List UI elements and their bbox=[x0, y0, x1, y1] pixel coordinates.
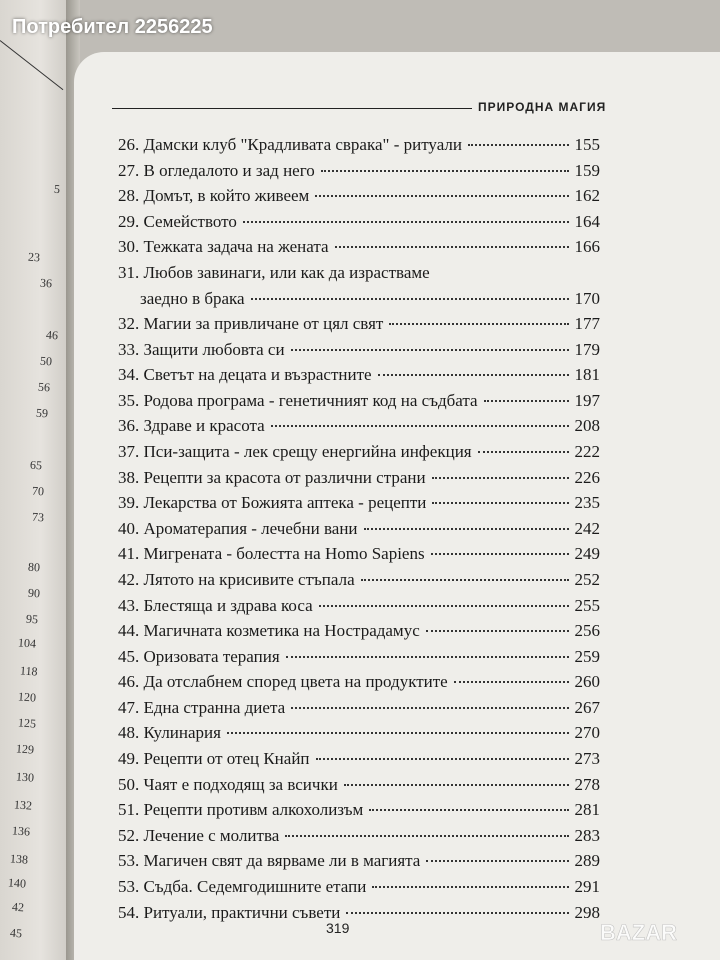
left-page-number: 50 bbox=[39, 353, 53, 369]
toc-entry-page: 177 bbox=[574, 313, 600, 333]
toc-entry-title: 26. Дамски клуб "Крадливата сврака" - ритуали bbox=[118, 135, 462, 154]
toc-entry-page: 235 bbox=[574, 493, 600, 513]
toc-entry-title: 40. Ароматерапия - лечебни вани bbox=[118, 518, 358, 538]
toc-entry-page: 259 bbox=[574, 646, 600, 666]
toc-entry-page: 197 bbox=[574, 390, 600, 410]
toc-leader-dots bbox=[286, 656, 569, 658]
toc-entry bbox=[118, 260, 600, 311]
bazar-logo bbox=[598, 912, 710, 954]
left-page-rule bbox=[0, 40, 63, 90]
toc-entry bbox=[118, 209, 600, 235]
toc-entry-page: 278 bbox=[574, 774, 600, 794]
toc-entry-page: 164 bbox=[574, 211, 600, 231]
left-page-number: 140 bbox=[7, 875, 27, 891]
toc-entry-page: 170 bbox=[574, 288, 600, 308]
toc-entry-title: 27. В огледалото и зад него bbox=[118, 160, 315, 180]
toc-leader-dots bbox=[346, 912, 568, 914]
left-page-number: 118 bbox=[20, 663, 39, 679]
toc-entry-page: 281 bbox=[574, 800, 600, 820]
toc-leader-dots bbox=[378, 374, 569, 376]
toc-leader-dots bbox=[344, 784, 569, 786]
left-page-number: 90 bbox=[27, 585, 41, 601]
left-page-number: 129 bbox=[15, 741, 35, 757]
toc-entry-title: 54. Ритуали, практични съвети bbox=[118, 902, 341, 922]
left-page-number: 5 bbox=[53, 181, 61, 197]
toc-leader-dots bbox=[369, 809, 568, 811]
toc-entry-page: 208 bbox=[574, 416, 600, 436]
toc-leader-dots bbox=[372, 886, 568, 888]
watermark: Потребител 2256225 bbox=[12, 16, 213, 38]
toc-entry-page: 255 bbox=[574, 595, 600, 615]
left-page-number: 46 bbox=[45, 327, 59, 343]
toc-entry-title: 33. Защити любовта си bbox=[118, 339, 285, 359]
toc-entry-page: 249 bbox=[574, 544, 600, 564]
header-rule bbox=[112, 108, 472, 109]
toc-entry bbox=[118, 720, 600, 746]
toc-entry-title: 52. Лечение с молитва bbox=[118, 825, 280, 845]
toc-entry-title: 41. Мигрената - болестта на Homo Sapiens bbox=[118, 544, 425, 564]
left-page-number: 65 bbox=[29, 457, 43, 473]
left-page-number: 132 bbox=[13, 797, 33, 813]
toc-entry bbox=[118, 695, 600, 721]
toc-entry-page: 273 bbox=[574, 749, 600, 769]
toc-entry-title: 48. Кулинария bbox=[118, 723, 221, 743]
toc-entry bbox=[118, 823, 600, 849]
toc-entry bbox=[118, 337, 600, 363]
toc-leader-dots bbox=[454, 681, 569, 683]
toc-entry bbox=[118, 900, 600, 926]
toc-entry-page: 256 bbox=[574, 621, 600, 641]
toc-entry-page: 267 bbox=[574, 697, 600, 717]
toc-entry bbox=[118, 388, 600, 414]
left-page bbox=[0, 0, 68, 960]
toc-entry bbox=[118, 618, 600, 644]
toc-entry bbox=[118, 362, 600, 388]
toc-entry-page: 298 bbox=[574, 902, 600, 922]
toc-entry bbox=[118, 746, 600, 772]
toc-entry-page: 252 bbox=[574, 569, 600, 589]
toc-entry bbox=[118, 797, 600, 823]
toc-entry-title: 38. Рецепти за красота от различни страни bbox=[118, 467, 426, 487]
page-number: 319 bbox=[326, 920, 350, 936]
toc-entry bbox=[118, 183, 600, 209]
toc-leader-dots bbox=[321, 170, 569, 172]
left-page-number: 80 bbox=[27, 559, 41, 575]
toc-entry bbox=[118, 132, 600, 158]
toc-entry-page: 159 bbox=[574, 160, 600, 180]
left-page-number: 45 bbox=[9, 925, 23, 941]
toc-entry-title: 47. Една странна диета bbox=[118, 697, 286, 717]
left-page-number: 125 bbox=[17, 715, 37, 731]
toc-entry-title: 53. Съдба. Седемгодишните етапи bbox=[118, 877, 367, 897]
toc-entry-page: 283 bbox=[574, 825, 600, 845]
toc-entry-title: 34. Светът на децата и възрастните bbox=[118, 365, 372, 385]
left-page-number: 42 bbox=[11, 899, 25, 915]
toc-entry bbox=[118, 234, 600, 260]
toc-entry-title-continued: заедно в брака bbox=[140, 288, 245, 308]
toc-entry-title: 49. Рецепти от отец Кнайп bbox=[118, 749, 310, 769]
toc-entry-page: 270 bbox=[574, 723, 600, 743]
toc-entry bbox=[118, 541, 600, 567]
toc-entry-page: 226 bbox=[574, 467, 600, 487]
toc-entry bbox=[118, 848, 600, 874]
toc-entry bbox=[118, 465, 600, 491]
toc-entry-title: 51. Рецепти противм алкохолизъм bbox=[118, 800, 364, 820]
page-header-title: ПРИРОДНА МАГИЯ bbox=[478, 100, 607, 114]
toc-leader-dots bbox=[426, 860, 568, 862]
bazar-logo-text: BAZAR bbox=[600, 920, 677, 945]
toc-entry bbox=[118, 644, 600, 670]
toc-entry-page: 242 bbox=[574, 518, 600, 538]
toc-entry bbox=[118, 490, 600, 516]
toc-leader-dots bbox=[251, 298, 569, 300]
toc-entry-title: 29. Семейството bbox=[118, 211, 237, 231]
toc-entry-page: 260 bbox=[574, 672, 600, 692]
toc-leader-dots bbox=[271, 425, 569, 427]
toc-leader-dots bbox=[319, 605, 569, 607]
toc-leader-dots bbox=[478, 451, 569, 453]
toc-entry bbox=[118, 874, 600, 900]
toc-entry bbox=[118, 158, 600, 184]
toc-entry-title: 44. Магичната козметика на Нострадамус bbox=[118, 621, 420, 641]
toc-leader-dots bbox=[361, 579, 569, 581]
toc-entry bbox=[118, 516, 600, 542]
toc-entry-title: 30. Тежката задача на жената bbox=[118, 237, 329, 257]
left-page-number: 104 bbox=[17, 635, 37, 651]
left-page-number: 138 bbox=[9, 851, 29, 867]
toc-entry-title: 37. Пси-защита - лек срещу енергийна инфекция bbox=[118, 441, 472, 461]
toc-leader-dots bbox=[335, 246, 569, 248]
toc-entry-title: 45. Оризовата терапия bbox=[118, 646, 280, 666]
left-page-number: 59 bbox=[35, 405, 49, 421]
toc-entry-title: 46. Да отслабнем според цвета на продуктите bbox=[118, 672, 448, 692]
toc-leader-dots bbox=[227, 732, 569, 734]
toc-entry-title: 32. Магии за привличане от цял свят bbox=[118, 313, 384, 333]
left-page-number: 120 bbox=[17, 689, 37, 705]
toc-entry-page: 162 bbox=[574, 186, 600, 206]
toc-entry-title: 42. Лятото на крисивите стъпала bbox=[118, 569, 355, 589]
left-page-number: 73 bbox=[31, 509, 45, 525]
left-page-number: 23 bbox=[27, 249, 41, 265]
left-page-number: 130 bbox=[15, 769, 35, 785]
toc-entry bbox=[118, 772, 600, 798]
toc-entry-title: 50. Чаят е подходящ за всички bbox=[118, 774, 338, 794]
toc-entry bbox=[118, 669, 600, 695]
toc-entry-page: 181 bbox=[574, 365, 600, 385]
toc-leader-dots bbox=[243, 221, 569, 223]
toc-entry bbox=[118, 413, 600, 439]
toc-entry-page: 179 bbox=[574, 339, 600, 359]
toc-leader-dots bbox=[389, 323, 568, 325]
toc-entry-page: 289 bbox=[574, 851, 600, 871]
toc-leader-dots bbox=[432, 477, 569, 479]
toc-entry-title: 31. Любов завинаги, или как да израстваме bbox=[118, 262, 430, 282]
toc-leader-dots bbox=[426, 630, 569, 632]
toc-entry-page: 222 bbox=[574, 441, 600, 461]
toc-entry-title: 39. Лекарства от Божията аптека - рецепти bbox=[118, 493, 427, 513]
left-page-number: 36 bbox=[39, 275, 53, 291]
toc-leader-dots bbox=[291, 707, 568, 709]
toc-entry bbox=[118, 593, 600, 619]
toc-leader-dots bbox=[431, 553, 569, 555]
toc-entry-title: 28. Домът, в който живеем bbox=[118, 186, 310, 206]
toc-leader-dots bbox=[291, 349, 569, 351]
left-page-number: 136 bbox=[11, 823, 31, 839]
left-page-number: 56 bbox=[37, 379, 51, 395]
toc-entry-title: 53. Магичен свят да вярваме ли в магията bbox=[118, 851, 421, 871]
toc-entry-title: 36. Здраве и красота bbox=[118, 416, 265, 436]
left-page-number: 95 bbox=[25, 611, 39, 627]
toc-entry-title: 35. Родова програма - генетичният код на съдбата bbox=[118, 390, 478, 410]
toc-leader-dots bbox=[315, 195, 568, 197]
toc-entry-title: 43. Блестяща и здрава коса bbox=[118, 595, 313, 615]
toc-entry bbox=[118, 439, 600, 465]
toc-leader-dots bbox=[484, 400, 569, 402]
table-of-contents bbox=[118, 132, 600, 925]
toc-entry-page: 155 bbox=[574, 135, 600, 154]
toc-leader-dots bbox=[364, 528, 569, 530]
toc-leader-dots bbox=[285, 835, 568, 837]
toc-entry-page: 291 bbox=[574, 877, 600, 897]
left-page-number: 70 bbox=[31, 483, 45, 499]
toc-leader-dots bbox=[468, 144, 569, 146]
toc-entry bbox=[118, 311, 600, 337]
toc-entry-page: 166 bbox=[574, 237, 600, 257]
toc-leader-dots bbox=[432, 502, 568, 504]
toc-leader-dots bbox=[316, 758, 569, 760]
toc-entry bbox=[118, 567, 600, 593]
